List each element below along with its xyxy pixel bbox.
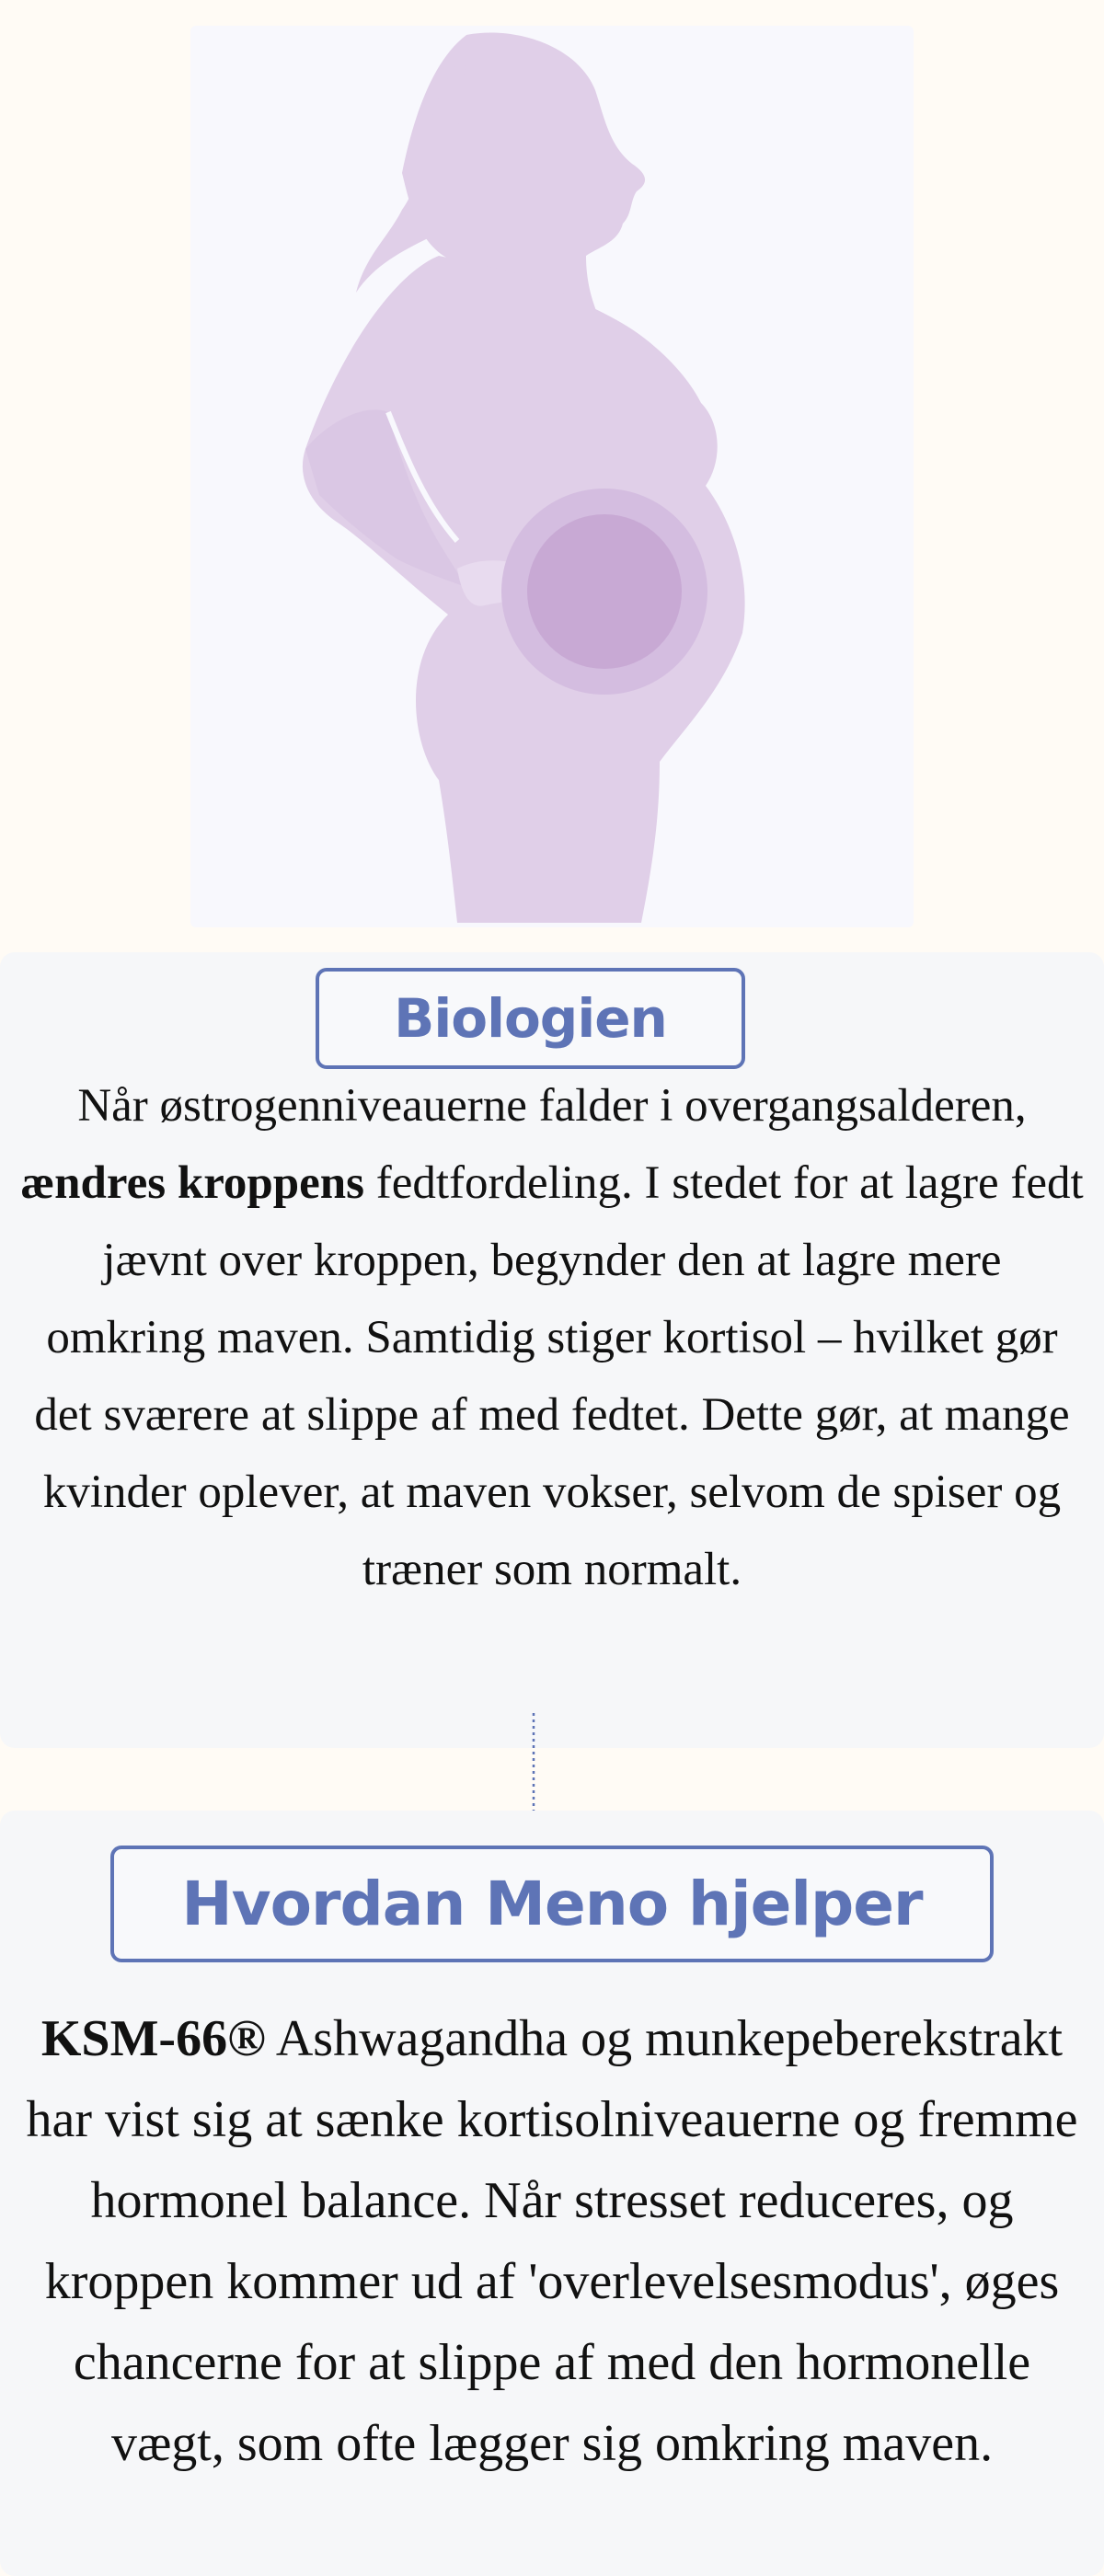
biology-text-bold: ændres kroppens [20, 1157, 364, 1209]
help-text-bold: KSM-66® [40, 2010, 266, 2067]
biology-text-post: fedtfordeling. I stedet for at lagre fedt jævnt over kroppen, begynder den at lagre mere omkring maven. Samtidig stiger kortisol – hvilket gør det sværere at slippe af med fedtet. Dette gør, at mange kvinder oplever, at maven vokser, selvom de spiser og træner som normalt. [34, 1157, 1084, 1595]
hero-illustration [190, 26, 914, 927]
biology-text [18, 1067, 1086, 1608]
biology-title: Biologien [316, 968, 745, 1069]
biology-text-pre: Når østrogenniveauerne falder i overgangsalderen, [77, 1080, 1027, 1132]
dotted-connector [531, 1713, 536, 1822]
pregnant-woman-silhouette-icon [190, 26, 914, 927]
help-text-post: Ashwagandha og munkepeberekstrakt har vist sig at sænke kortisolniveauerne og fremme hormonel balance. Når stresset reduceres, og kroppen kommer ud af 'overlevelsesmodus', øges chancerne for at slippe af med den hormonelle vægt, som ofte lægger sig omkring maven. [26, 2010, 1078, 2472]
help-title: Hvordan Meno hjelper [110, 1846, 994, 1962]
help-text [18, 1998, 1086, 2484]
